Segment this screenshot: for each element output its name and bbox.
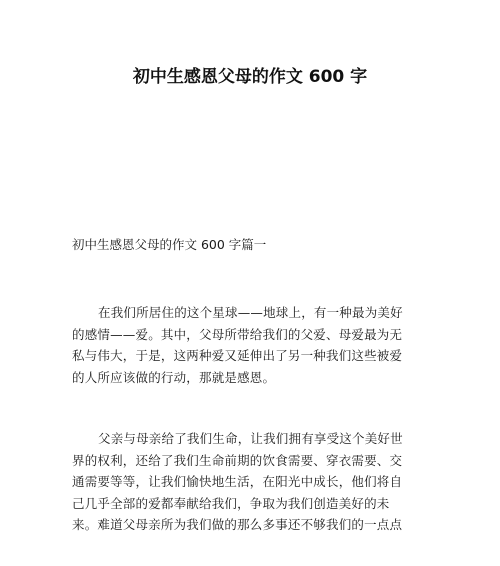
paragraph-line: 通需要等等，让我们愉快地生活，在阳光中成长，他们将自	[72, 474, 403, 489]
paragraph-line: 私与伟大，于是，这两种爱又延伸出了另一种我们这些被爱	[72, 348, 403, 363]
paragraph-1	[72, 302, 432, 388]
paragraph-line: 父亲与母亲给了我们生命，让我们拥有享受这个美好世	[98, 431, 403, 446]
section-heading: 初中生感恩父母的作文 600 字篇一	[72, 237, 267, 252]
paragraph-line: 己几乎全部的爱都奉献给我们，争取为我们创造美好的未	[72, 495, 390, 511]
paragraph-line: 在我们所居住的这个星球——地球上，有一种最为美好	[98, 305, 403, 320]
document-title: 初中生感恩父母的作文 600 字	[132, 67, 368, 87]
paragraph-line: 界的权利，还给了我们生命前期的饮食需要、穿衣需要、交	[72, 452, 403, 468]
paragraph-line: 的人所应该做的行动，那就是感恩。	[72, 369, 276, 385]
paragraph-line: 来。难道父母亲所为我们做的那么多事还不够我们的一点点	[72, 517, 403, 532]
paragraph-line: 的感情——爱。其中，父母所带给我们的父爱、母爱最为无	[72, 326, 403, 342]
paragraph-2	[72, 428, 432, 536]
